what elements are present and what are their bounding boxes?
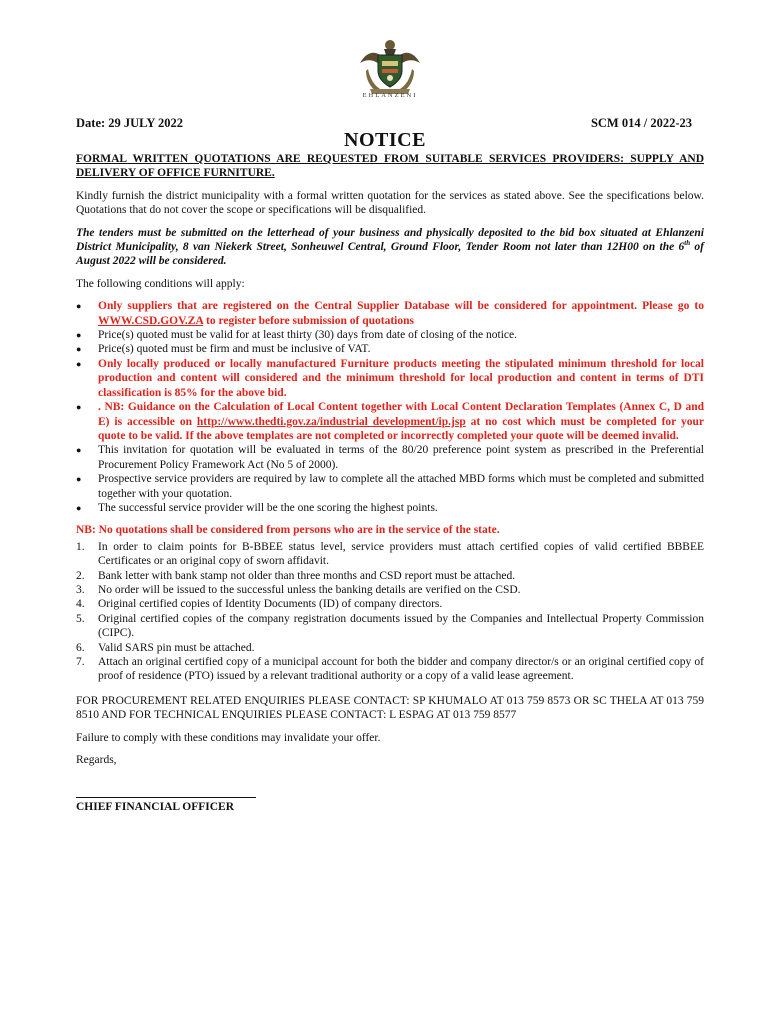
requirement-text: Attach an original certified copy of a municipal account for both the bidder and company director/s or an original certified copy of proof of residence (PTO) issued by a relevant traditional authority or a copy of a valid lease agreement. [98,656,704,683]
bullet-dot-icon: ● [76,344,82,355]
condition-text: . NB: Guidance on the Calculation of Local Content together with Local Content Declaration Templates (Annex C, D and E) is accessible on [98,401,704,428]
bullet-dot-icon: ● [76,474,82,485]
condition-text: at no cost which must be completed for your quote to be valid. If the above templates are not completed or incorrectly completed your quote will be deemed invalid. [98,415,704,442]
instruction-text: The tenders must be submitted on the letterhead of your business and physically deposited to the bid box situated at Ehlanzeni District Municipality, 8 van Niekerk Street, Sonheuwel Central, Ground Floor, Tender Room not later than 12H00 on the 6 [76,226,704,254]
requirement-text: No order will be issued to the successful unless the banking details are verified on the CSD. [98,583,521,596]
failure-note: Failure to comply with these conditions may invalidate your offer. [76,731,381,744]
list-item [76,583,704,597]
nb-notice: NB: No quotations shall be considered from persons who are in the service of the state. [76,524,500,537]
list-item [76,342,704,356]
dti-link[interactable]: http://www.thedti.gov.za/industrial development/ip.jsp [196,415,466,428]
requirement-text: Bank letter with bank stamp not older than three months and CSD report must be attached. [98,569,516,582]
notice-heading: FORMAL WRITTEN QUOTATIONS ARE REQUESTED FROM SUITABLE SERVICES PROVIDERS: SUPPLY AND DELIVERY OF OFFICE FURNITURE. [76,153,704,180]
condition-text: Price(s) quoted must be firm and must be inclusive of VAT. [98,343,371,356]
list-item [76,299,704,328]
requirement-text: In order to claim points for B-BBEE status level, service providers must attach certified copies of valid certified BBBEE Certificates or an original copy of sworn affidavit. [98,540,704,568]
notice-body [76,152,704,815]
list-item [76,540,704,569]
list-item [76,400,704,443]
condition-text: This invitation for quotation will be evaluated in terms of the 80/20 preference point system as prescribed in the Preferential Procurement Policy Framework Act (No 5 of 2000). [98,444,704,471]
bullet-dot-icon: ● [76,301,82,312]
bullet-dot-icon: ● [76,402,82,413]
list-item [76,501,704,515]
item-number: 2. [76,569,85,582]
list-item [76,569,704,583]
list-item [76,328,704,342]
intro-paragraph: Kindly furnish the district municipality with a formal written quotation for the services as stated above. See the specifications below. Quotations that do not cover the scope or specifications will be disqualified. [76,189,704,217]
conditions-list [76,299,704,515]
list-item [76,612,704,641]
csd-link[interactable]: WWW.CSD.GOV.ZA [98,314,204,327]
bullet-dot-icon: ● [76,502,82,513]
item-number: 4. [76,598,85,611]
requirements-list [76,540,704,684]
reference-number: SCM 014 / 2022-23 [590,116,692,130]
condition-text: The successful service provider will be the one scoring the highest points. [98,501,438,514]
contact-paragraph: FOR PROCUREMENT RELATED ENQUIRIES PLEASE CONTACT: SP KHUMALO AT 013 759 8573 OR SC THELA AT 013 759 8510 AND FOR TECHNICAL ENQUIRIES PLEASE CONTACT: L ESPAG AT 013 759 8577 [76,694,704,722]
notice-date: Date: 29 JULY 2022 [76,116,184,130]
signature-line [76,797,256,798]
item-number: 1. [76,540,85,553]
requirement-text: Original certified copies of Identity Documents (ID) of company directors. [98,598,443,611]
regards: Regards, [76,754,117,767]
submission-instructions [76,226,704,269]
signatory-title: CHIEF FINANCIAL OFFICER [76,801,235,814]
item-number: 7. [76,656,85,668]
list-item [76,655,704,684]
instruction-text-end: of August 2022 will be considered. [76,241,704,268]
bullet-dot-icon: ● [76,445,82,456]
requirement-text: Original certified copies of the company registration documents issued by the Companies and Intellectual Property Commission (CIPC). [98,612,704,640]
bullet-dot-icon: ● [76,358,82,369]
condition-text: Only suppliers that are registered on the Central Supplier Database will be considered for appointment. Please go to [98,300,704,313]
condition-text: Price(s) quoted must be valid for at least thirty (30) days from date of closing of the notice. [98,329,517,342]
item-number: 5. [76,612,85,625]
instruction-superscript: th [684,239,691,248]
condition-text: to register before submission of quotations [203,314,414,327]
condition-text: Only locally produced or locally manufactured Furniture products meeting the stipulated minimum threshold for local production and content will considered and the minimum threshold for local production and content in terms of DTI classification is 85% for the above bid. [98,357,704,399]
conditions-intro: The following conditions will apply: [76,277,245,290]
notice-title: NOTICE [344,129,426,151]
list-item [76,641,704,655]
list-item [76,472,704,501]
list-item [76,443,704,472]
logo-text: EHLANZENI [362,92,418,99]
list-item [76,597,704,611]
condition-text: Prospective service providers are required by law to complete all the attached MBD forms which must be completed and submitted together with your quotation. [98,473,704,500]
requirement-text: Valid SARS pin must be attached. [98,641,255,654]
list-item [76,357,704,400]
bullet-dot-icon: ● [76,330,82,341]
item-number: 6. [76,641,85,654]
item-number: 3. [76,583,85,596]
